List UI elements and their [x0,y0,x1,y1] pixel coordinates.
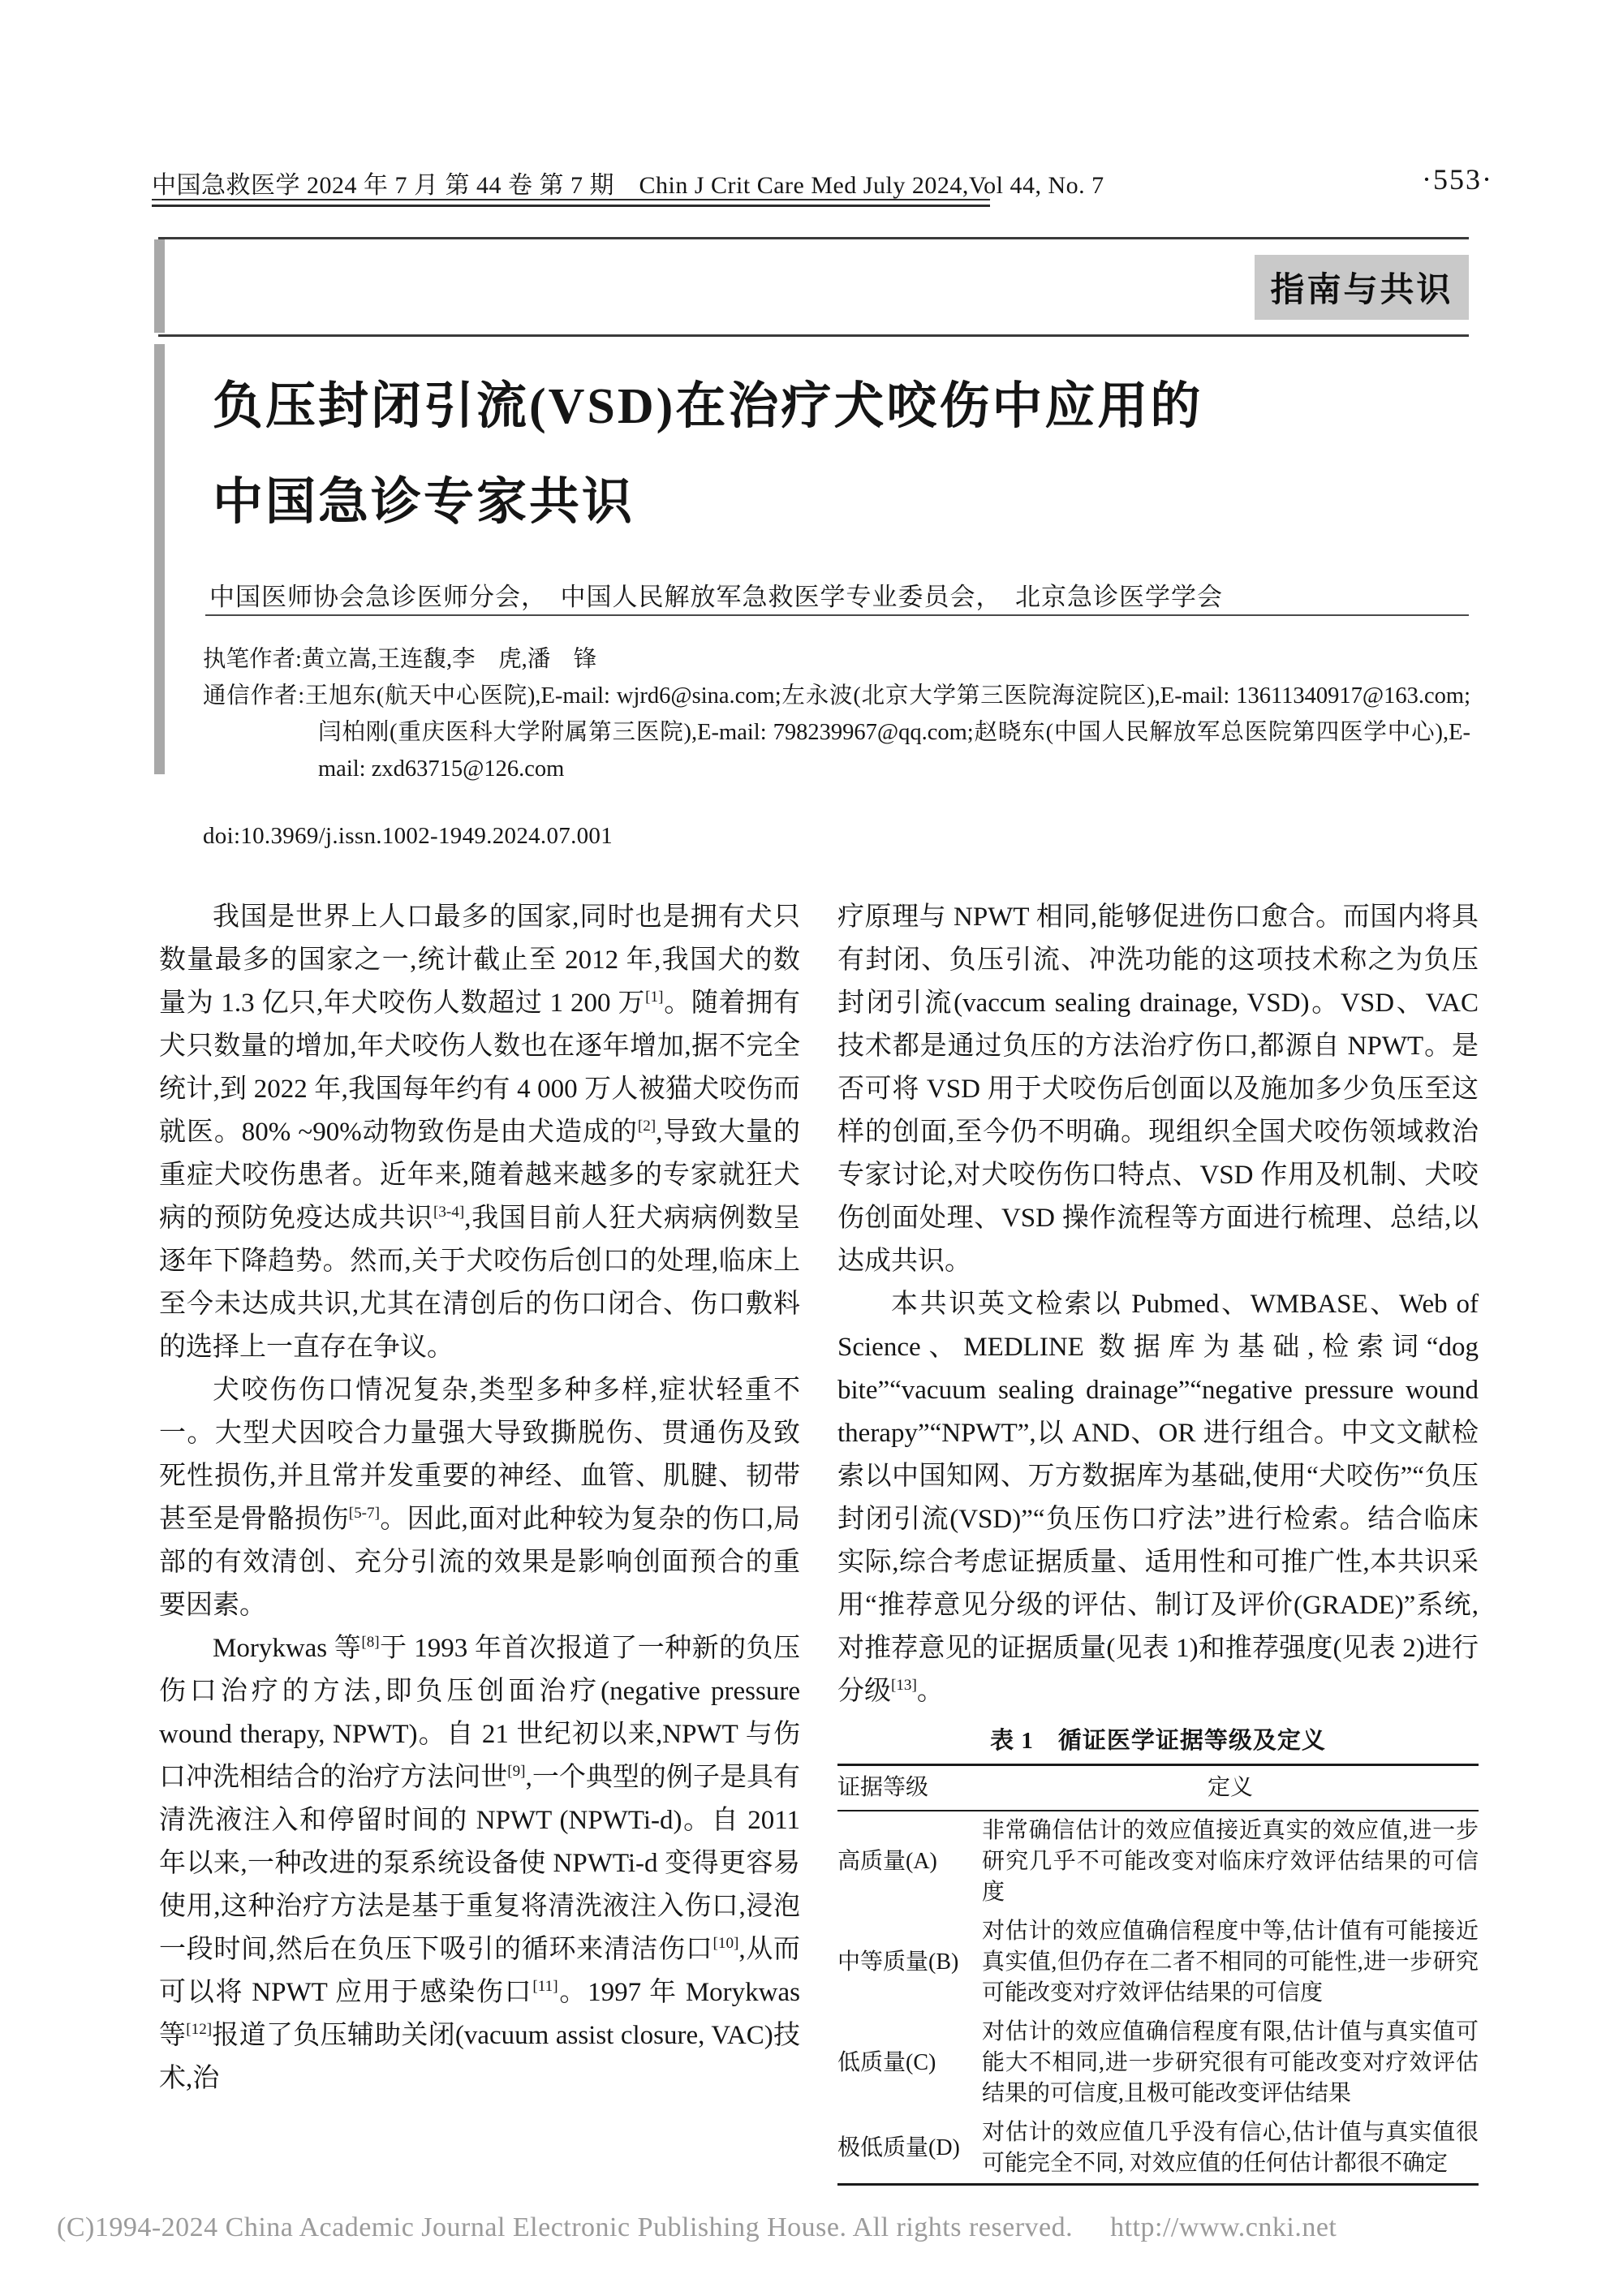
affiliation-divider-rule [205,614,1469,616]
section-badge: 指南与共识 [1255,255,1469,320]
table-header-row [837,1765,1479,1811]
running-head-rule-bottom [152,205,990,207]
grade-cell: 低质量(C) [837,2050,936,2075]
table1-caption: 表 1 循证医学证据等级及定义 [990,1728,1326,1754]
footer-copyright: (C)1994-2024 China Academic Journal Electronic Publishing House. All rights reserved. [57,2212,1074,2242]
running-head: 中国急救医学 2024 年 7 月 第 44 卷 第 7 期 Chin J Crit Care Med July 2024,Vol 44, No. 7 [152,172,1104,199]
authors-block [203,641,1470,787]
col-header-grade: 证据等级 [837,1765,982,1811]
paragraph: Morykwas 等[8]于 1993 年首次报道了一种新的负压伤口治疗的方法,即负压创面治疗(negative pressure wound therapy, NPWT)。自 21 世纪初以来,NPWT 与伤口冲洗相结合的治疗方法问世[9],一个典型的例子是具有清洗液注入和停留时间的 NPWT (NPWTi-d)。自 2011 年以来,一种改进的泵系统设备使 NPWTi-d 变得更容易使用,这种治疗方法是基于重复将清洗液注入伤口,浸泡一段时间,然后在负压下吸引的循环来清洁伤口[10],从而可以将 NPWT 应用于感染伤口[11]。1997 年 Morykwas 等[12]报道了负压辅助关闭(vacuum assist closure, VAC)技术,治 [159,1634,801,2093]
paragraph: 我国是世界上人口最多的国家,同时也是拥有犬只数量最多的国家之一,统计截止至 2012 年,我国犬的数量为 1.3 亿只,年犬咬伤人数超过 1 200 万[1]。随着拥有犬只数量的增加,年犬咬伤人数也在逐年增加,据不完全统计,到 2022 年,我国每年约有 4 000 万人被猫犬咬伤而就医。80% ~90%动物致伤是由犬造成的[2],导致大量的重症犬咬伤患者。近年来,随着越来越多的专家就狂犬病的预防免疫达成共识[3-4],我国目前人狂犬病病例数呈逐年下降趋势。然而,关于犬咬伤后创口的处理,临床上至今未达成共识,尤其在清创后的伤口闭合、伤口敷料的选择上一直存在争议。 [159,902,801,1362]
article-title-line1: 负压封闭引流(VSD)在治疗犬咬伤中应用的 [213,379,1203,434]
grade-cell: 中等质量(B) [837,1949,959,1975]
paragraph: 犬咬伤伤口情况复杂,类型多种多样,症状轻重不一。大型犬因咬合力量强大导致撕脱伤、贯通伤及致死性损伤,并且常并发重要的神经、血管、肌腱、韧带甚至是骨骼损伤[5-7]。因此,面对此种较为复杂的伤口,局部的有效清创、充分引流的效果是影响创面预合的重要因素。 [159,1376,801,1620]
definition-cell: 对估计的效应值几乎没有信心,估计值与真实值很可能完全不同, 对效应值的任何估计都很不确定 [982,2120,1479,2176]
affiliations: 中国医师协会急诊医师分会， 中国人民解放军急救医学专业委员会， 北京急诊医学学会 [209,583,1223,611]
doi-line: doi:10.3969/j.issn.1002-1949.2024.07.001 [203,823,613,849]
body-column-right [837,896,1479,2186]
running-head-rule-top [152,199,990,200]
grade-cell: 极低质量(D) [837,2135,960,2160]
definition-cell: 对估计的效应值确信程度中等,估计值有可能接近真实值,但仍存在二者不相同的可能性,进一步研究可能改变对疗效评估结果的可信度 [982,1919,1479,2005]
section-box-top-line [158,237,1469,239]
table-row [837,1811,1479,1912]
body-column-left [159,896,800,2100]
article-title-line2: 中国急诊专家共识 [213,475,635,530]
article-title [213,359,1349,550]
definition-cell: 非常确信估计的效应值接近真实的效应值,进一步研究几乎不可能改变对临床疗效评估结果的可信度 [982,1818,1479,1905]
corresponding-authors-line: 通信作者:王旭东(航天中心医院),E-mail: wjrd6@sina.com;左永波(北京大学第三医院海淀院区),E-mail: 13611340917@163.com;闫柏刚(重庆医科大学附属第三医院),E-mail: 798239967@qq.com;赵晓东(中国人民解放军总医院第四医学中心),E-mail: zxd63715@126.com [203,683,1470,782]
table-row [837,1912,1479,2013]
table-row [837,2013,1479,2113]
left-gray-bar-top [154,239,165,333]
paragraph: 疗原理与 NPWT 相同,能够促进伤口愈合。而国内将具有封闭、负压引流、冲洗功能的这项技术称之为负压封闭引流(vaccum sealing drainage, VSD)。VSD、VAC 技术都是通过负压的方法治疗伤口,都源自 NPWT。是否可将 VSD 用于犬咬伤后创面以及施加多少负压至这样的创面,至今仍不明确。现组织全国犬咬伤领域救治专家讨论,对犬咬伤伤口特点、VSD 作用及机制、犬咬伤创面处理、VSD 操作流程等方面进行梳理、总结,以达成共识。 [837,902,1479,1276]
footer-url: http://www.cnki.net [1110,2212,1337,2242]
grade-cell: 高质量(A) [837,1849,937,1874]
paragraph: 本共识英文检索以 Pubmed、WMBASE、Web of Science、MEDLINE 数据库为基础,检索词“dog bite”“vacuum sealing drainage”“negative pressure wound therapy”“NPWT”,以 AND、OR 进行组合。中文文献检索以中国知网、万方数据库为基础,使用“犬咬伤”“负压封闭引流(VSD)”“负压伤口疗法”进行检索。结合临床实际,综合考虑证据质量、适用性和可推广性,本共识采用“推荐意见分级的评估、制订及评价(GRADE)”系统,对推荐意见的证据质量(见表 1)和推荐强度(见表 2)进行分级[13]。 [837,1290,1479,1706]
table-row [837,2113,1479,2185]
section-box-bottom-line [158,334,1469,337]
page-number: ·553· [1422,163,1493,196]
definition-cell: 对估计的效应值确信程度有限,估计值与真实值可能大不相同,进一步研究很有可能改变对疗效评估结果的可信度,且极可能改变评估结果 [982,2019,1479,2106]
writing-authors-line: 执笔作者:黄立嵩,王连馥,李 虎,潘 锋 [203,647,597,672]
evidence-grade-table [837,1764,1479,2186]
cnki-footer [57,2212,1566,2243]
col-header-definition: 定义 [982,1765,1479,1811]
left-gray-bar-title [154,344,165,774]
